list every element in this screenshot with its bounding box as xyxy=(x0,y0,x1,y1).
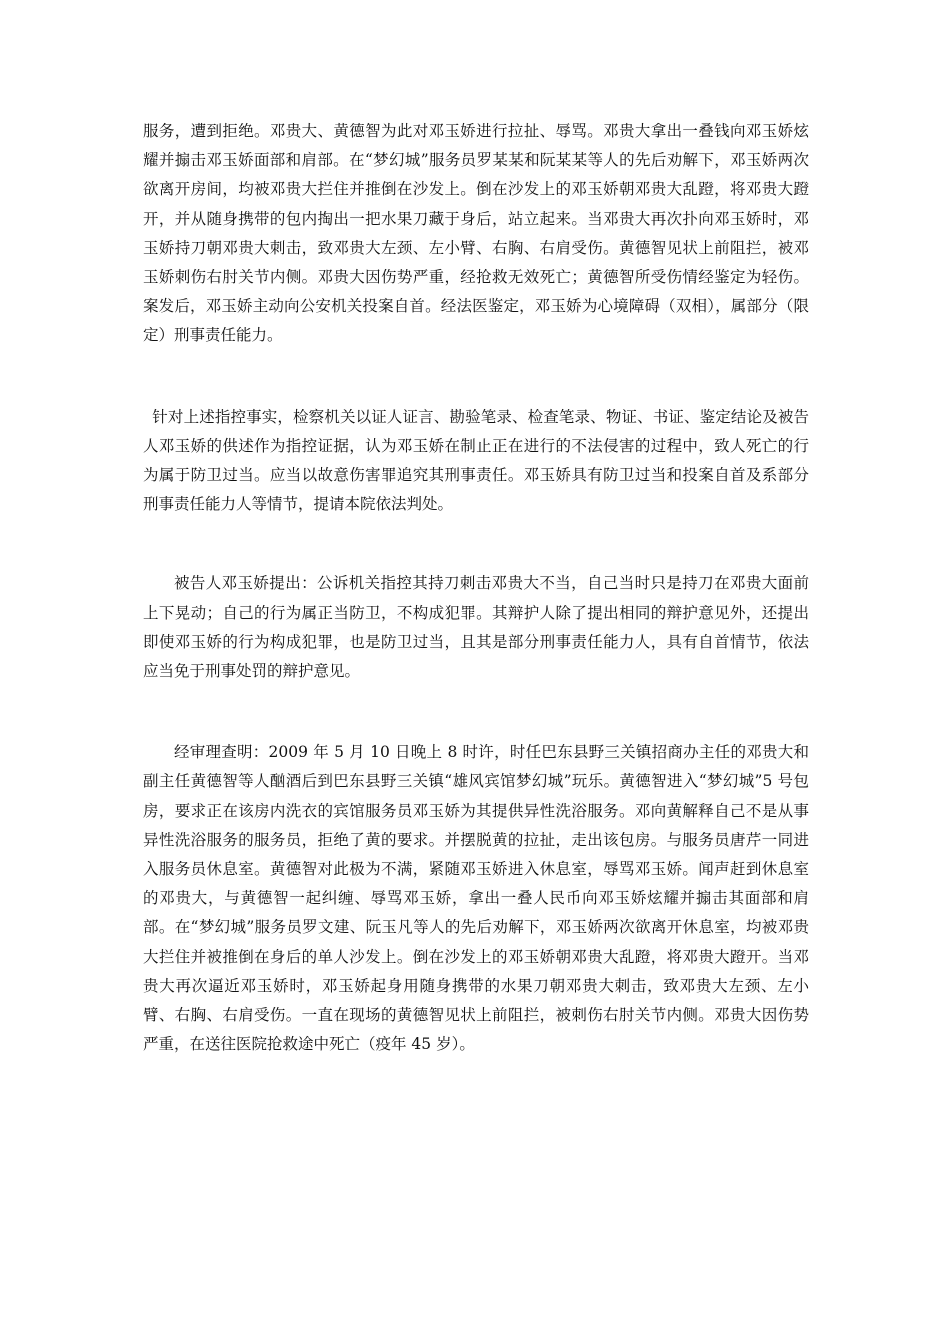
paragraph-prosecution-evidence: 针对上述指控事实，检察机关以证人证言、勘验笔录、检查笔录、物证、书证、鉴定结论及被告人邓玉娇的供述作为指控证据，认为邓玉娇在制止正在进行的不法侵害的过程中，致人死亡的行为属于防卫过当。应当以故意伤害罪追究其刑事责任。邓玉娇具有防卫过当和投案自首及系部分刑事责任能力人等情节，提请本院依法判处。 xyxy=(143,407,809,514)
paragraph-defendant-argument: 被告人邓玉娇提出：公诉机关指控其持刀刺击邓贵大不当，自己当时只是持刀在邓贵大面前上下晃动；自己的行为属正当防卫，不构成犯罪。其辩护人除了提出相同的辩护意见外，还提出即使邓玉娇的行为构成犯罪，也是防卫过当，且其是部分刑事责任能力人，具有自首情节，依法应当免于刑事处罚的辩护意见。 xyxy=(143,574,809,681)
paragraph-incident-account: 服务，遭到拒绝。邓贵大、黄德智为此对邓玉娇进行拉扯、辱骂。邓贵大拿出一叠钱向邓玉娇炫耀并搧击邓玉娇面部和肩部。在“梦幻城”服务员罗某某和阮某某等人的先后劝解下，邓玉娇两次欲离开房间，均被邓贵大拦住并推倒在沙发上。倒在沙发上的邓玉娇朝邓贵大乱蹬，将邓贵大蹬开，并从随身携带的包内掏出一把水果刀藏于身后，站立起来。当邓贵大再次扑向邓玉娇时，邓玉娇持刀朝邓贵大刺击，致邓贵大左颈、左小臂、右胸、右肩受伤。黄德智见状上前阻拦，被邓玉娇刺伤右肘关节内侧。邓贵大因伤势严重，经抢救无效死亡；黄德智所受伤情经鉴定为轻伤。案发后，邓玉娇主动向公安机关投案自首。经法医鉴定，邓玉娇为心境障碍（双相），属部分（限定）刑事责任能力。 xyxy=(143,122,809,345)
document-page xyxy=(143,117,809,1059)
paragraph-court-findings: 经审理查明：2009 年 5 月 10 日晚上 8 时许，时任巴东县野三关镇招商办主任的邓贵大和副主任黄德智等人酗酒后到巴东县野三关镇“雄风宾馆梦幻城”玩乐。黄德智进入“梦幻城”5 号包房，要求正在该房内洗衣的宾馆服务员邓玉娇为其提供异性洗浴服务。邓向黄解释自己不是从事异性洗浴服务的服务员，拒绝了黄的要求。并摆脱黄的拉扯，走出该包房。与服务员唐芹一同进入服务员休息室。黄德智对此极为不满，紧随邓玉娇进入休息室，辱骂邓玉娇。闻声赶到休息室的邓贵大，与黄德智一起纠缠、辱骂邓玉娇，拿出一叠人民币向邓玉娇炫耀并搧击其面部和肩部。在“梦幻城”服务员罗文建、阮玉凡等人的先后劝解下，邓玉娇两次欲离开休息室，均被邓贵大拦住并被推倒在身后的单人沙发上。倒在沙发上的邓玉娇朝邓贵大乱蹬，将邓贵大蹬开。当邓贵大再次逼近邓玉娇时，邓玉娇起身用随身携带的水果刀朝邓贵大刺击，致邓贵大左颈、左小臂、右胸、右肩受伤。一直在现场的黄德智见状上前阻拦，被刺伤右肘关节内侧。邓贵大因伤势严重，在送往医院抢救途中死亡（疫年 45 岁）。 xyxy=(143,743,809,1054)
